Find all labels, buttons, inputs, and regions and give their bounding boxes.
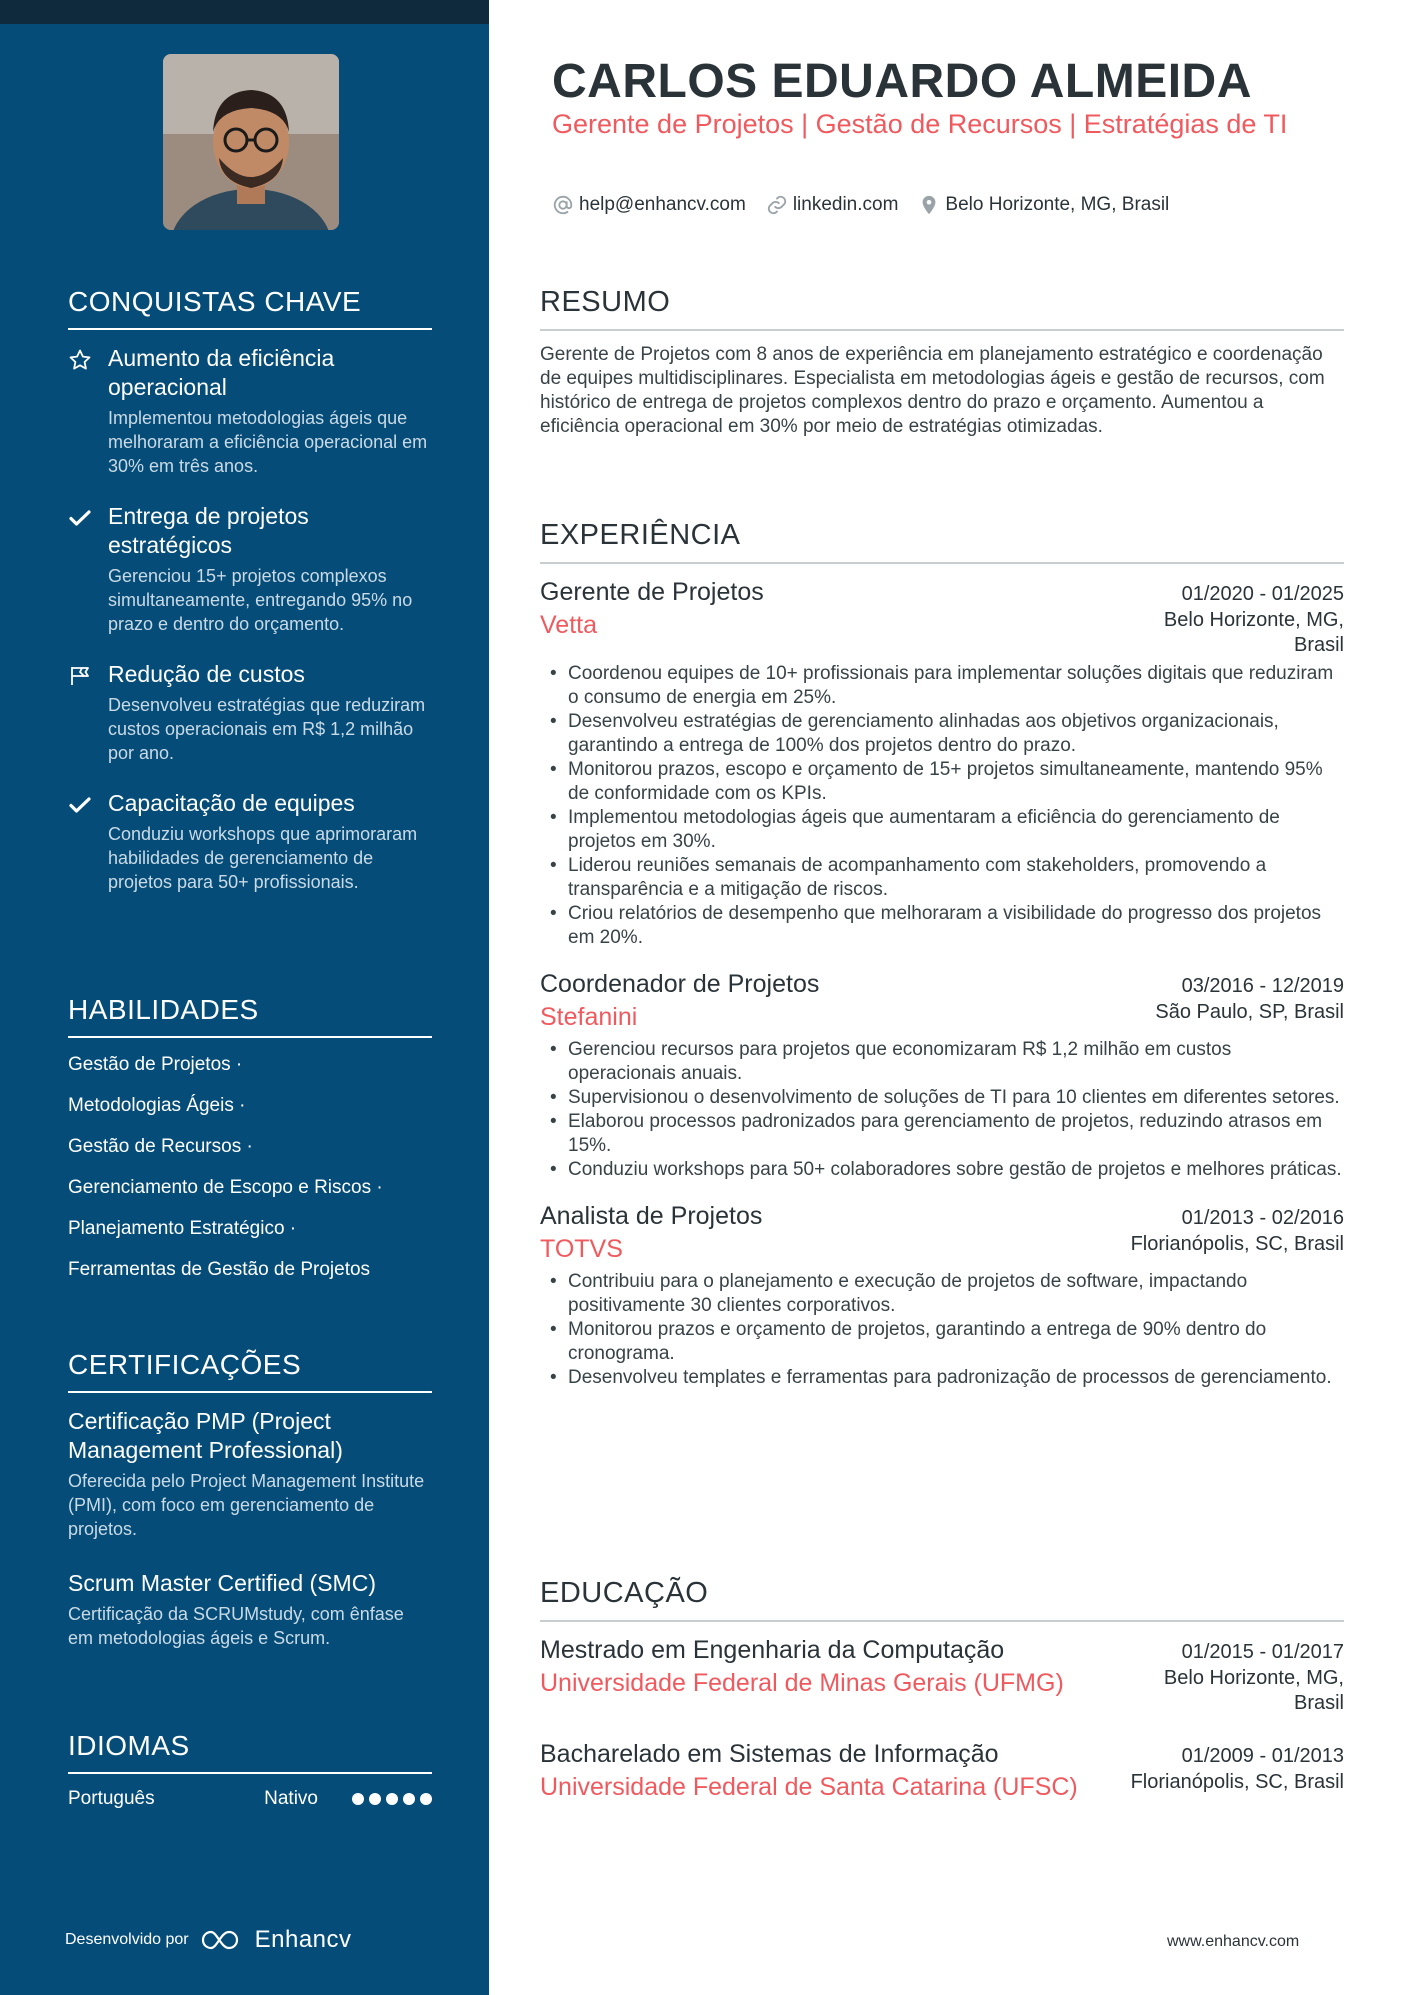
achievement-item xyxy=(68,502,432,636)
job-bullets xyxy=(540,1038,1344,1182)
job-title: Gerente de Projetos xyxy=(540,578,764,606)
job-bullet: • Coordenou equipes de 10+ profissionais para implementar soluções digitais que reduziram o consumo de energia em 25%. xyxy=(540,662,1344,710)
job-bullets xyxy=(540,1270,1344,1390)
level-dot xyxy=(369,1793,381,1805)
contact-location xyxy=(918,194,1169,216)
sidebar-top-bar xyxy=(0,0,489,24)
certification-desc: Oferecida pelo Project Management Institute (PMI), com foco em gerenciamento de projetos. xyxy=(68,1471,425,1539)
job-bullet: • Liderou reuniões semanais de acompanhamento com stakeholders, promovendo a transparência e a mitigação de riscos. xyxy=(540,854,1344,902)
job-company: Stefanini xyxy=(540,1003,638,1031)
job-bullet: • Gerenciou recursos para projetos que economizaram R$ 1,2 milhão em custos operacionais anuais. xyxy=(540,1038,1344,1086)
job-location: Florianópolis, SC, Brasil xyxy=(1130,1233,1344,1255)
job-location: Belo Horizonte, MG, Brasil xyxy=(1163,609,1344,656)
language-item xyxy=(68,1788,432,1810)
achievement-item xyxy=(68,789,432,894)
contact-email[interactable] xyxy=(552,194,746,216)
level-dot xyxy=(386,1793,398,1805)
skills-section xyxy=(68,994,432,1298)
level-dot xyxy=(352,1793,364,1805)
job-date: 01/2020 - 01/2025 xyxy=(1181,583,1344,605)
experience-item xyxy=(540,968,1344,1182)
languages-section xyxy=(68,1730,432,1810)
job-bullet: • Implementou metodologias ágeis que aumentaram a eficiência do gerenciamento de projetos em 30%. xyxy=(540,806,1344,854)
skills-title: HABILIDADES xyxy=(68,994,432,1038)
achievement-title: Aumento da eficiência operacional xyxy=(108,345,335,400)
candidate-headline: Gerente de Projetos | Gestão de Recursos | Estratégias de TI xyxy=(552,109,1288,139)
achievements-section xyxy=(68,286,432,918)
summary-section xyxy=(540,286,1344,439)
education-section xyxy=(540,1577,1344,1826)
job-date: 01/2013 - 02/2016 xyxy=(1181,1207,1344,1229)
location-text: Belo Horizonte, MG, Brasil xyxy=(945,194,1170,215)
certifications-section xyxy=(68,1349,432,1678)
experience-section xyxy=(540,519,1344,1408)
job-bullet: • Supervisionou o desenvolvimento de soluções de TI para 10 clientes em diferentes setores. xyxy=(540,1086,1344,1110)
skill-item: Metodologias Ágeis · xyxy=(68,1095,246,1116)
achievement-desc: Desenvolveu estratégias que reduziram custos operacionais em R$ 1,2 milhão por ano. xyxy=(108,695,426,763)
candidate-name: CARLOS EDUARDO ALMEIDA xyxy=(552,55,1252,108)
job-bullet: • Monitorou prazos, escopo e orçamento de 15+ projetos simultaneamente, mantendo 95% de conformidade com os KPIs. xyxy=(540,758,1344,806)
linkedin-text: linkedin.com xyxy=(792,194,899,215)
skill-item: Ferramentas de Gestão de Projetos xyxy=(68,1259,371,1280)
skill-item: Gestão de Recursos · xyxy=(68,1136,253,1157)
star-icon xyxy=(68,344,108,478)
job-bullet: • Conduziu workshops para 50+ colaboradores sobre gestão de projetos e melhores práticas. xyxy=(540,1158,1344,1182)
email-text: help@enhancv.com xyxy=(579,194,746,215)
job-bullet: • Monitorou prazos e orçamento de projetos, garantindo a entrega de 90% dentro do cronograma. xyxy=(540,1318,1344,1366)
education-location: Belo Horizonte, MG, Brasil xyxy=(1163,1667,1344,1714)
level-dot xyxy=(403,1793,415,1805)
job-bullet: • Criou relatórios de desempenho que melhoraram a visibilidade do progresso dos projetos em 20%. xyxy=(540,902,1344,950)
language-level: Nativo xyxy=(264,1788,318,1809)
achievement-item xyxy=(68,344,432,478)
check-icon xyxy=(68,502,108,636)
contact-linkedin[interactable] xyxy=(766,194,899,216)
experience-title: EXPERIÊNCIA xyxy=(540,519,1344,564)
achievement-item xyxy=(68,660,432,765)
achievement-title: Redução de custos xyxy=(108,661,305,687)
certification-item xyxy=(68,1569,432,1650)
contact-info xyxy=(552,194,1189,216)
job-bullet: • Desenvolveu templates e ferramentas para padronização de processos de gerenciamento. xyxy=(540,1366,1344,1390)
footer-url[interactable]: www.enhancv.com xyxy=(1167,1933,1300,1950)
education-item xyxy=(540,1634,1344,1716)
profile-photo xyxy=(163,54,339,230)
enhancv-brand: Enhancv xyxy=(254,1926,352,1953)
languages-title: IDIOMAS xyxy=(68,1730,432,1774)
experience-item xyxy=(540,1200,1344,1390)
certification-title: Scrum Master Certified (SMC) xyxy=(68,1570,376,1596)
job-company: Vetta xyxy=(540,611,597,639)
education-date: 01/2015 - 01/2017 xyxy=(1181,1641,1344,1663)
school-name: Universidade Federal de Santa Catarina (UFSC) xyxy=(540,1773,1078,1801)
sidebar xyxy=(0,0,489,1995)
powered-by-label: Desenvolvido por xyxy=(65,1931,189,1948)
job-location: São Paulo, SP, Brasil xyxy=(1155,1001,1344,1023)
job-date: 03/2016 - 12/2019 xyxy=(1181,975,1344,997)
job-bullet: • Desenvolveu estratégias de gerenciamento alinhadas aos objetivos organizacionais, garantindo a entrega de 100% dos projetos dentro do prazo. xyxy=(540,710,1344,758)
level-dot xyxy=(420,1793,432,1805)
education-title: EDUCAÇÃO xyxy=(540,1577,1344,1622)
achievement-desc: Implementou metodologias ágeis que melhoraram a eficiência operacional em 30% em três anos. xyxy=(108,408,428,476)
job-bullets xyxy=(540,662,1344,950)
certification-desc: Certificação da SCRUMstudy, com ênfase em metodologias ágeis e Scrum. xyxy=(68,1604,404,1648)
check-icon xyxy=(68,789,108,894)
link-icon xyxy=(766,194,788,216)
skill-item: Gerenciamento de Escopo e Riscos · xyxy=(68,1177,383,1198)
school-name: Universidade Federal de Minas Gerais (UFMG) xyxy=(540,1669,1064,1697)
education-item xyxy=(540,1738,1344,1804)
certifications-title: CERTIFICAÇÕES xyxy=(68,1349,432,1393)
language-level-dots xyxy=(352,1793,432,1805)
flag-icon xyxy=(68,660,108,765)
summary-title: RESUMO xyxy=(540,286,1344,331)
job-title: Coordenador de Projetos xyxy=(540,970,820,998)
education-date: 01/2009 - 01/2013 xyxy=(1181,1745,1344,1767)
certification-title: Certificação PMP (Project Management Professional) xyxy=(68,1408,343,1463)
job-bullet: • Elaborou processos padronizados para gerenciamento de projetos, reduzindo atrasos em 15%. xyxy=(540,1110,1344,1158)
language-name: Português xyxy=(68,1788,155,1809)
skill-item: Gestão de Projetos · xyxy=(68,1054,243,1075)
summary-text: Gerente de Projetos com 8 anos de experiência em planejamento estratégico e coordenação de equipes multidisciplinares. Especialista em metodologias ágeis e gestão de recursos, com histórico de entrega de projetos complexos dentro do prazo e orçamento. Aumentou a eficiência operacional em 30% por meio de estratégias otimizadas. xyxy=(540,344,1325,437)
skill-item: Planejamento Estratégico · xyxy=(68,1218,297,1239)
achievements-title: CONQUISTAS CHAVE xyxy=(68,286,432,330)
job-company: TOTVS xyxy=(540,1235,623,1263)
achievement-title: Entrega de projetos estratégicos xyxy=(108,503,309,558)
degree-title: Bacharelado em Sistemas de Informação xyxy=(540,1740,999,1768)
achievement-desc: Conduziu workshops que aprimoraram habilidades de gerenciamento de projetos para 50+ profissionais. xyxy=(108,824,418,892)
achievement-title: Capacitação de equipes xyxy=(108,790,355,816)
job-title: Analista de Projetos xyxy=(540,1202,763,1230)
degree-title: Mestrado em Engenharia da Computação xyxy=(540,1636,1005,1664)
location-pin-icon xyxy=(918,194,940,216)
education-location: Florianópolis, SC, Brasil xyxy=(1130,1771,1344,1793)
experience-item xyxy=(540,576,1344,950)
enhancv-logo-icon xyxy=(199,1927,249,1953)
achievement-desc: Gerenciou 15+ projetos complexos simultaneamente, entregando 95% no prazo e dentro do orçamento. xyxy=(108,566,413,634)
powered-by xyxy=(65,1926,352,1954)
job-bullet: • Contribuiu para o planejamento e execução de projetos de software, impactando positivamente 30 clientes corporativos. xyxy=(540,1270,1344,1318)
certification-item xyxy=(68,1407,432,1541)
at-icon xyxy=(552,194,574,216)
